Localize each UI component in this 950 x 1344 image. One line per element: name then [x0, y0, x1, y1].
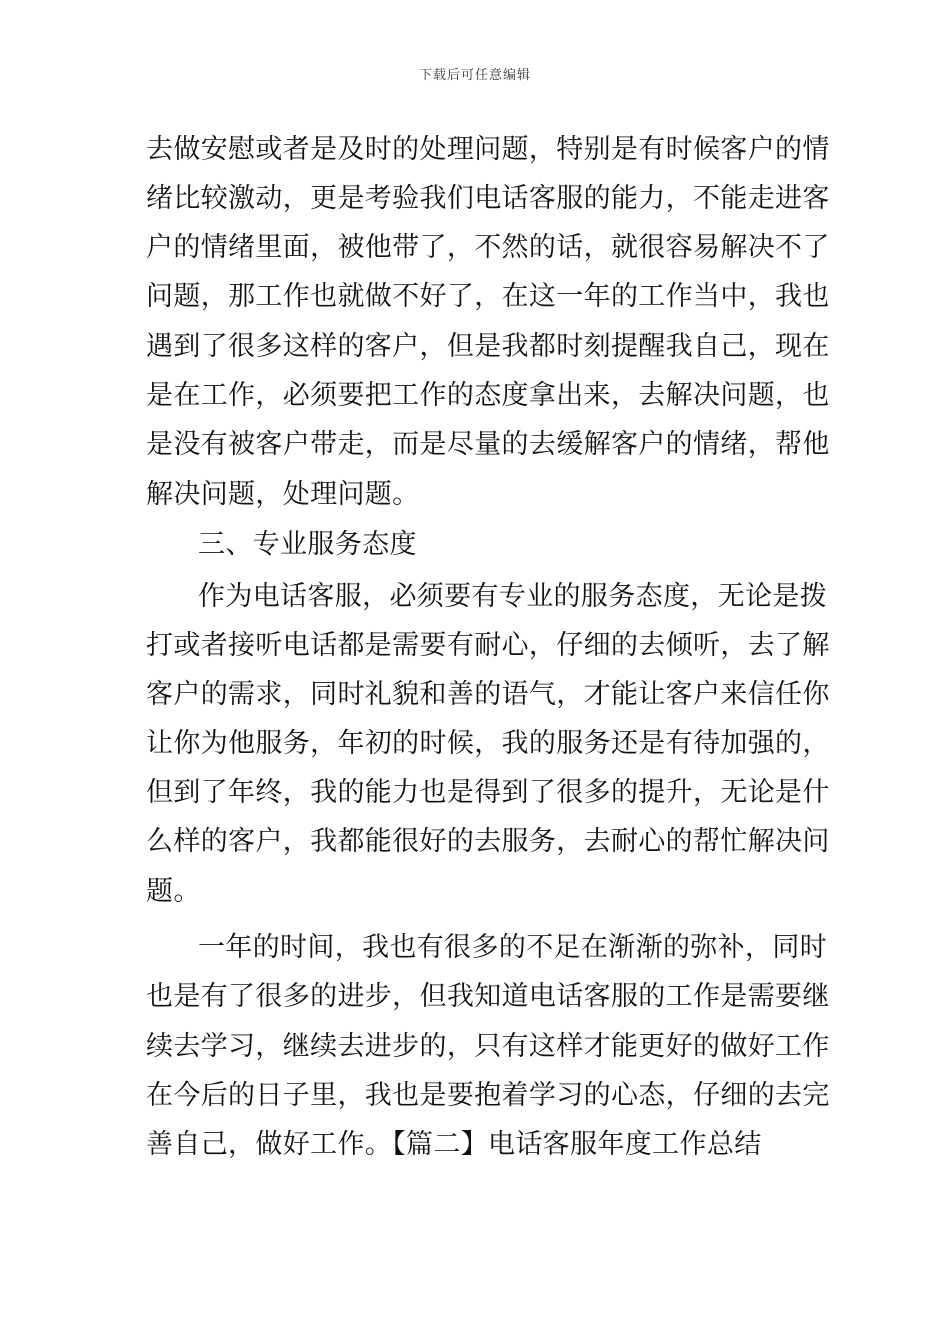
body-line: 打或者接听电话都是需要有耐心，仔细的去倾听，去了解 — [146, 630, 830, 661]
body-line: 解决问题，处理问题。 — [146, 479, 420, 510]
body-line: 一年的时间，我也有很多的不足在渐渐的弥补，同时 — [198, 932, 828, 963]
body-line: 也是有了很多的进步，但我知道电话客服的工作是需要继 — [146, 981, 830, 1012]
body-line: 遇到了很多这样的客户，但是我都时刻提醒我自己，现在 — [146, 331, 830, 362]
body-line: 去做安慰或者是及时的处理问题，特别是有时候客户的情 — [146, 134, 830, 165]
body-line: 户的情绪里面，被他带了，不然的话，就很容易解决不了 — [146, 232, 830, 263]
body-line: 善自己，做好工作。【篇二】电话客服年度工作总结 — [146, 1129, 762, 1160]
body-line: 是在工作，必须要把工作的态度拿出来，去解决问题，也 — [146, 380, 830, 411]
body-line: 么样的客户，我都能很好的去服务，去耐心的帮忙解决问 — [146, 826, 830, 857]
body-line: 续去学习，继续去进步的，只有这样才能更好的做好工作 — [146, 1031, 830, 1062]
body-line: 客户的需求，同时礼貌和善的语气，才能让客户来信任你 — [146, 679, 830, 710]
body-line: 但到了年终，我的能力也是得到了很多的提升，无论是什 — [146, 777, 830, 808]
section-heading: 三、专业服务态度 — [198, 529, 417, 560]
body-line: 题。 — [146, 876, 201, 907]
page-header-note: 下载后可任意编辑 — [418, 68, 531, 83]
body-line: 作为电话客服，必须要有专业的服务态度，无论是拨 — [198, 581, 828, 612]
body-line: 是没有被客户带走，而是尽量的去缓解客户的情绪，帮他 — [146, 429, 830, 460]
body-line: 让你为他服务，年初的时候，我的服务还是有待加强的， — [146, 728, 830, 759]
body-line: 问题，那工作也就做不好了，在这一年的工作当中，我也 — [146, 281, 830, 312]
body-line: 在今后的日子里，我也是要抱着学习的心态，仔细的去完 — [146, 1080, 830, 1111]
body-line: 绪比较激动，更是考验我们电话客服的能力，不能走进客 — [146, 183, 830, 214]
